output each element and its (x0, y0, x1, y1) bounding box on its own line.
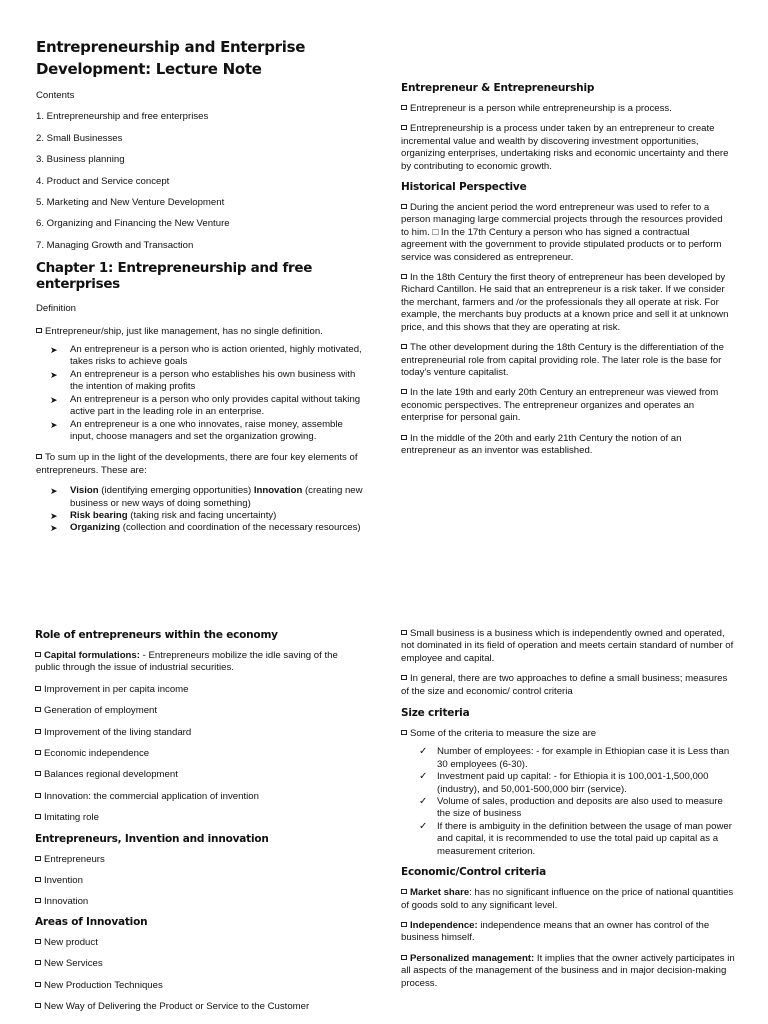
contents-item: 2. Small Businesses (36, 132, 123, 144)
key-element-item (36, 510, 366, 522)
contents-item: 3. Business planning (36, 154, 125, 166)
square-bullet-icon (401, 675, 407, 680)
organizing-label: Organizing (70, 522, 121, 534)
economic-criteria-heading: Economic/Control criteria (401, 866, 546, 879)
checkmark-icon: ✓ (419, 820, 428, 832)
title-line-2: Development: Lecture Note (36, 60, 262, 78)
role-item (35, 791, 365, 803)
vision-label: Vision (70, 485, 99, 497)
eii-item (35, 854, 365, 866)
historical-heading: Historical Perspective (401, 181, 527, 194)
definition-intro (36, 326, 366, 338)
paragraph (401, 887, 735, 912)
paragraph (401, 673, 735, 698)
title-line-1: Entrepreneurship and Enterprise (36, 38, 306, 56)
role-item (35, 727, 365, 739)
eii-item-text: Innovation (44, 896, 89, 908)
check-item (401, 746, 735, 771)
key-elements-list (36, 485, 366, 535)
square-bullet-icon (35, 982, 41, 987)
area-item (35, 937, 365, 949)
independence-label: Independence: (410, 919, 478, 931)
invention-heading: Entrepreneurs, Invention and innovation (35, 832, 269, 845)
paragraph (401, 342, 733, 379)
role-item-text: Improvement of the living standard (44, 726, 192, 738)
check-item-text: Number of employees: - for example in Ethiopian case it is Less than 30 employees (6-30). (437, 746, 730, 770)
contents-item: 4. Product and Service concept (36, 175, 170, 187)
arrow-bullet-icon: ➤ (50, 510, 58, 521)
role-item-text: Improvement in per capita income (44, 683, 189, 695)
square-bullet-icon (401, 955, 407, 960)
key-element-item (36, 522, 366, 534)
square-bullet-icon (401, 125, 407, 130)
paragraph (401, 123, 733, 173)
paragraph-text: In the late 19th and early 20th Century an entrepreneur was viewed from economic perspectives. The entrepreneur organizes and operates an enterprise for personal gain. (401, 387, 719, 424)
role-item (35, 748, 365, 760)
paragraph (401, 387, 733, 424)
square-bullet-icon (35, 652, 41, 657)
bottom-left-column (35, 629, 365, 1014)
capital-text: - Entrepreneurs mobilize the idle saving of the public through the issue of industrial securities. (35, 650, 338, 674)
paragraph (401, 202, 733, 264)
definition-item (36, 344, 366, 369)
check-item (401, 771, 735, 796)
arrow-bullet-icon: ➤ (50, 394, 58, 405)
market-share-text: : has no significant influence on the price of national quantities of goods sold to any significant level. (401, 887, 734, 911)
square-bullet-icon (401, 204, 407, 209)
square-bullet-icon (401, 435, 407, 440)
size-criteria-list (401, 746, 735, 858)
square-bullet-icon (401, 105, 407, 110)
role-heading: Role of entrepreneurs within the economy (35, 629, 278, 641)
independence-text: independence means that an owner has control of the business himself. (401, 919, 710, 944)
paragraph-text: Small business is a business which is independently owned and operated, not dominated in its field of operation and meets certain standard of number of employee and capital. (401, 628, 734, 664)
top-right-column (401, 82, 733, 457)
sum-up-paragraph (36, 452, 366, 477)
role-item-text: Imitating role (44, 812, 99, 824)
check-item-text: Volume of sales, production and deposits are also used to measure the size of business (437, 796, 723, 820)
paragraph (401, 920, 735, 945)
square-bullet-icon (401, 889, 407, 894)
risk-text: (taking risk and facing uncertainty) (127, 509, 277, 521)
definition-item-text: An entrepreneur is a person who establishes his own business with the intention of making profits (70, 368, 356, 393)
definition-list (36, 344, 366, 443)
area-item-text: New product (44, 936, 98, 948)
paragraph (401, 103, 733, 115)
square-bullet-icon (35, 856, 41, 861)
area-item (35, 980, 365, 992)
square-bullet-icon (401, 922, 407, 927)
paragraph-text: The other development during the 18th Century is the differentiation of the entrepreneurial role from capital providing role. The later role is the base for today's venture capitalist. (401, 342, 724, 378)
definition-item-text: An entrepreneur is a person who only provides capital without taking active part in the leading role in an enterprise. (70, 393, 361, 418)
square-bullet-icon (401, 730, 407, 735)
square-bullet-icon (35, 729, 41, 734)
definition-intro-text: Entrepreneur/ship, just like management, has no single definition. (45, 325, 323, 337)
key-element-item (36, 485, 366, 510)
square-bullet-icon (36, 328, 42, 333)
definition-item (36, 369, 366, 394)
paragraph-text: In the middle of the 20th and early 21th Century the notion of an entrepreneur as an inventor was established. (401, 432, 682, 456)
document-title (36, 36, 366, 80)
capital-paragraph (35, 650, 365, 675)
paragraph (401, 272, 733, 334)
contents-item: 7. Managing Growth and Transaction (36, 239, 194, 251)
checkmark-icon: ✓ (419, 771, 428, 783)
area-item-text: New Production Techniques (44, 979, 163, 991)
checkmark-icon: ✓ (419, 746, 428, 758)
square-bullet-icon (401, 630, 407, 635)
paragraph-text: During the ancient period the word entrepreneur was used to refer to a person managing large commercial projects through the resources provided to him. □ In the 17th Century a person who has signed a contractual agreement with the government to provide stipulated products or to perform service was considered as entrepreneur. (401, 202, 723, 263)
paragraph (401, 953, 735, 990)
paragraph-text: Entrepreneur is a person while entrepreneurship is a process. (410, 103, 672, 114)
chapter-1-heading: Chapter 1: Entrepreneurship and free enterprises (36, 260, 313, 293)
role-item (35, 769, 365, 781)
paragraph (401, 433, 733, 458)
square-bullet-icon (35, 960, 41, 965)
check-item (401, 821, 735, 858)
area-item (35, 1001, 365, 1013)
area-item (35, 958, 365, 970)
contents-list (36, 111, 366, 252)
eii-item (35, 875, 365, 887)
square-bullet-icon (35, 939, 41, 944)
role-item-text: Economic independence (44, 748, 150, 760)
square-bullet-icon (401, 389, 407, 394)
innovation-text: (creating new business or new ways of doing something) (70, 485, 363, 509)
vision-text: (identifying emerging opportunities) (98, 485, 254, 497)
role-item (35, 812, 365, 824)
check-item (401, 796, 735, 821)
square-bullet-icon (401, 344, 407, 349)
square-bullet-icon (35, 707, 41, 712)
paragraph (401, 628, 735, 665)
square-bullet-icon (35, 686, 41, 691)
arrow-bullet-icon: ➤ (50, 369, 58, 380)
paragraph-text: In general, there are two approaches to define a small business; measures of the size and economic/ control criteria (401, 673, 728, 697)
square-bullet-icon (35, 877, 41, 882)
square-bullet-icon (36, 454, 42, 459)
arrow-bullet-icon: ➤ (50, 345, 58, 356)
contents-item: 1. Entrepreneurship and free enterprises (36, 111, 209, 123)
role-item-text: Balances regional development (44, 769, 178, 781)
arrow-bullet-icon: ➤ (50, 486, 58, 497)
square-bullet-icon (35, 814, 41, 819)
arrow-bullet-icon: ➤ (50, 419, 58, 430)
check-item-text: Investment paid up capital: - for Ethiopia it is 100,001-1,500,000 (industry), and 50,001-500,000 birr (service). (437, 771, 709, 795)
area-item-text: New Services (44, 958, 103, 970)
definition-item (36, 394, 366, 419)
capital-label: Capital formulations: (44, 650, 140, 661)
organizing-text: (collection and coordination of the necessary resources) (120, 522, 361, 534)
personalized-management-label: Personalized management: (410, 952, 535, 964)
sum-up-text: To sum up in the light of the developments, there are four key elements of entrepreneurs. These are: (36, 452, 358, 476)
square-bullet-icon (401, 274, 407, 279)
area-item-text: New Way of Delivering the Product or Service to the Customer (44, 1001, 310, 1013)
paragraph-text: Some of the criteria to measure the size are (410, 728, 597, 740)
entrepreneur-heading: Entrepreneur & Entrepreneurship (401, 82, 595, 94)
risk-label: Risk bearing (70, 509, 128, 521)
size-criteria-heading: Size criteria (401, 707, 470, 720)
role-item (35, 684, 365, 696)
eii-item-text: Invention (44, 875, 83, 887)
definition-item-text: An entrepreneur is a person who is action oriented, highly motivated, takes risks to achieve goals (70, 344, 362, 368)
paragraph-text: Entrepreneurship is a process under taken by an entrepreneur to create incremental value and wealth by discovering investment opportunities, organizing enterprises, undertaking risks and economic uncertainty and there by contributing to economic growth. (401, 123, 729, 172)
role-item-text: Innovation: the commercial application of invention (44, 790, 259, 802)
roles-list (35, 684, 365, 825)
definition-item (36, 419, 366, 444)
eii-item-text: Entrepreneurs (44, 853, 105, 865)
innovation-label: Innovation (253, 485, 303, 497)
bottom-right-column (401, 628, 735, 990)
square-bullet-icon (35, 771, 41, 776)
definition-item-text: An entrepreneur is a one who innovates, raise money, assemble input, choose managers and set the organization growing. (70, 418, 343, 442)
top-left-column (36, 36, 366, 535)
market-share-label: Market share (410, 887, 470, 899)
arrow-bullet-icon: ➤ (50, 523, 58, 534)
contents-label: Contents (36, 90, 75, 101)
checkmark-icon: ✓ (419, 796, 428, 808)
square-bullet-icon (35, 898, 41, 903)
role-item-text: Generation of employment (44, 705, 158, 717)
contents-item: 6. Organizing and Financing the New Venture (36, 218, 230, 230)
square-bullet-icon (35, 1003, 41, 1008)
areas-heading: Areas of Innovation (35, 915, 148, 928)
paragraph-text: In the 18th Century the first theory of entrepreneur has been developed by Richard Cantillon. He said that an entrepreneur is a risk taker. If we consider the merchant, farmers and /or the professionals they all operate at risk. For example, the merchants buy products at a known price and sell it at unknown price, and this shows that they are operating at risk. (401, 272, 729, 333)
eii-item (35, 896, 365, 908)
personalized-management-text: It implies that the owner actively participates in all aspects of the management of the business and in major decision-making process. (401, 952, 735, 989)
contents-item: 5. Marketing and New Venture Development (36, 197, 225, 209)
square-bullet-icon (35, 793, 41, 798)
role-item (35, 705, 365, 717)
definition-label: Definition (36, 303, 76, 315)
square-bullet-icon (35, 750, 41, 755)
check-item-text: If there is ambiguity in the definition between the usage of man power and capital, it is recommended to use the total paid up capital as a measurement criterion. (437, 820, 732, 857)
paragraph (401, 728, 735, 740)
